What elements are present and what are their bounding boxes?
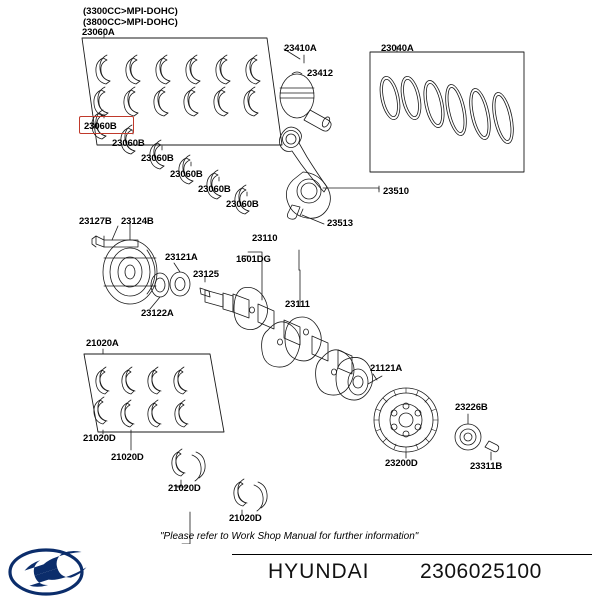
part-label-23060B-2: 23060B (112, 138, 145, 149)
diagram-title-line-1: (3300CC>MPI-DOHC) (83, 6, 178, 17)
part-label-21121A: 21121A (370, 363, 403, 374)
footer-bar (0, 544, 600, 600)
part-label-21020D-3: 21020D (168, 483, 201, 494)
part-label-21020A: 21020A (86, 338, 119, 349)
part-label-23060B-3: 23060B (141, 153, 174, 164)
part-label-23510: 23510 (383, 186, 409, 197)
part-label-23124B: 23124B (121, 216, 154, 227)
part-label-23111: 23111 (285, 299, 310, 310)
part-number: 2306025100 (420, 560, 542, 583)
part-label-23200D: 23200D (385, 458, 418, 469)
part-label-21020D-1: 21020D (83, 433, 116, 444)
part-label-23121A: 23121A (165, 252, 198, 263)
part-label-23513: 23513 (327, 218, 353, 229)
part-label-23040A: 23040A (381, 43, 414, 54)
diagram-footnote: "Please refer to Work Shop Manual for further information" (160, 531, 419, 542)
part-label-23060B-1: 23060B (84, 121, 117, 132)
part-label-1601DG: 1601DG (236, 254, 271, 265)
part-label-23127B: 23127B (79, 216, 112, 227)
part-label-23110: 23110 (252, 233, 278, 244)
diagram-title-line-2: (3800CC>MPI-DOHC) (83, 17, 178, 28)
part-label-23226B: 23226B (455, 402, 488, 413)
part-label-23122A: 23122A (141, 308, 174, 319)
footer-divider (232, 554, 592, 555)
part-label-21020D-4: 21020D (229, 513, 262, 524)
part-label-23060B-5: 23060B (198, 184, 231, 195)
brand-name: HYUNDAI (268, 560, 370, 583)
part-label-23412: 23412 (307, 68, 333, 79)
hyundai-logo (8, 548, 120, 596)
part-label-23060A: 23060A (82, 27, 115, 38)
part-label-23410A: 23410A (284, 43, 317, 54)
part-label-21020D-2: 21020D (111, 452, 144, 463)
part-label-23125: 23125 (193, 269, 219, 280)
part-label-23311B: 23311B (470, 461, 503, 472)
part-label-23060B-4: 23060B (170, 169, 203, 180)
part-label-23060B-6: 23060B (226, 199, 259, 210)
